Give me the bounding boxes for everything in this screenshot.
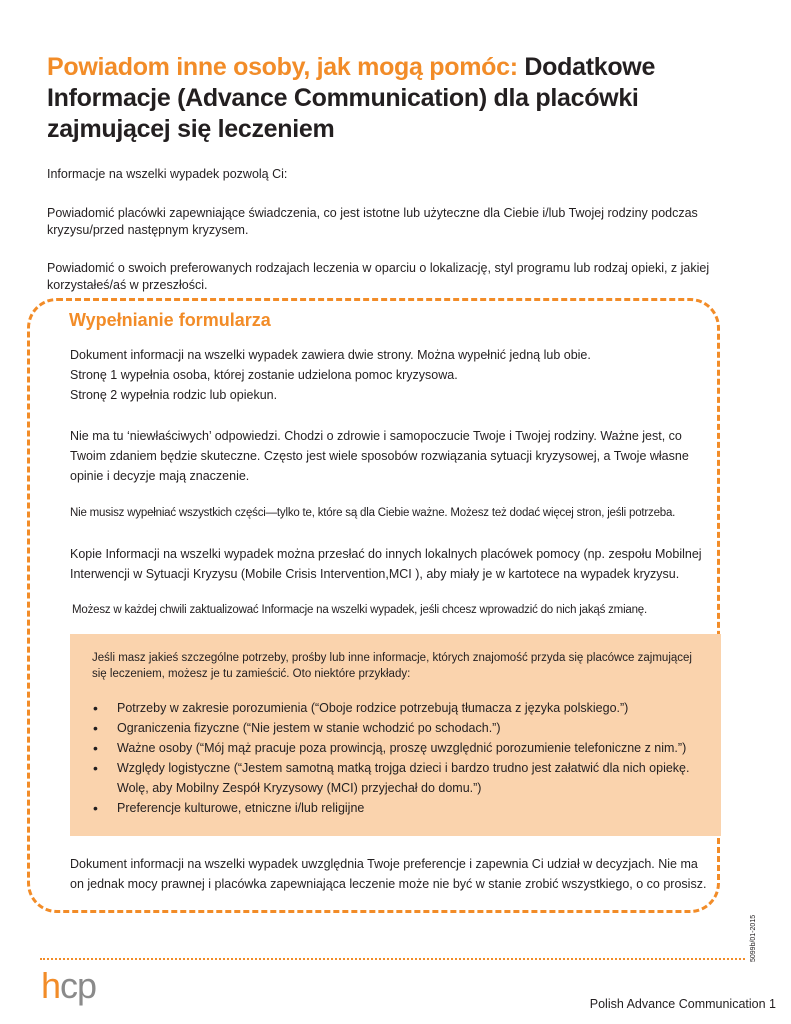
page-number: 1 [769, 997, 776, 1011]
list-item-text: Preferencje kulturowe, etniczne i/lub religijne [117, 801, 365, 815]
document-code: 5099b/01-2015 [750, 914, 757, 962]
form-pages-paragraph [70, 345, 715, 405]
page-title-lead: Powiadom inne osoby, jak mogą pomóc: [47, 53, 518, 81]
bullet-icon: • [93, 700, 98, 716]
optional-sections-paragraph: Nie musisz wypełniać wszystkich części—tylko te, które są dla Ciebie ważne. Możesz też dodać więcej stron, jeśli potrzeba. [70, 507, 676, 519]
list-item [92, 698, 712, 718]
section-heading: Wypełnianie formularza [69, 310, 271, 330]
footer-divider [40, 958, 745, 960]
footer-label: Polish Advance Communication [589, 997, 766, 1011]
list-item-text: Względy logistyczne (“Jestem samotną matką trojga dzieci i bardzo trudno jest załatwić dla nich opiekę. Wolę, aby Mobilny Zespół Kryzysowy (MCI) przyjechał do domu.”) [117, 761, 690, 795]
list-item [92, 798, 712, 818]
list-item-text: Ograniczenia fizyczne (“Nie jestem w stanie wchodzić po schodach.”) [117, 721, 501, 735]
intro-paragraph-2: Powiadomić o swoich preferowanych rodzajach leczenia w oparciu o lokalizację, styl programu lub rodzaj opieki, z jakiej korzystałeś/aś w przeszłości. [47, 261, 710, 292]
list-item [92, 718, 712, 738]
list-item [92, 758, 712, 798]
list-item [92, 738, 712, 758]
copies-paragraph: Kopie Informacji na wszelki wypadek można przesłać do innych lokalnych placówek pomocy (np. zespołu Mobilnej Interwencji w Sytuacji Kryzysu (Mobile Crisis Intervention,MCI ), aby miały je w kartotece na wypadek kryzysu. [70, 547, 702, 581]
examples-intro: Jeśli masz jakieś szczególne potrzeby, prośby lub inne informacje, których znajomość przyda się placówce zajmującej się leczeniem, możesz je tu zamieścić. Oto niektóre przykłady: [92, 652, 692, 680]
intro-lead: Informacje na wszelki wypadek pozwolą Ci: [47, 167, 288, 181]
intro-paragraph-1: Powiadomić placówki zapewniające świadczenia, co jest istotne lub użyteczne dla Ciebie i/lub Twojej rodziny podczas kryzysu/przed następnym kryzysem. [47, 206, 698, 237]
bullet-icon: • [93, 740, 98, 756]
page-title-main: Dodatkowe Informacje (Advance Communication) dla placówki zajmującej się leczeniem [47, 53, 656, 143]
form-pages-line-3: Stronę 2 wypełnia rodzic lub opiekun. [70, 388, 278, 402]
bullet-icon: • [93, 760, 98, 776]
form-pages-line-2: Stronę 1 wypełnia osoba, której zostanie udzielona pomoc kryzysowa. [70, 368, 458, 382]
page-title [47, 52, 747, 145]
hcp-logo [41, 966, 96, 1006]
disclaimer-paragraph: Dokument informacji na wszelki wypadek uwzględnia Twoje preferencje i zapewnia Ci udział w decyzjach. Nie ma on jednak mocy prawnej i placówka zapewniająca leczenie może nie być w stanie zrobić wszystkiego, o co prosisz. [70, 857, 707, 891]
no-wrong-answers-paragraph: Nie ma tu ‘niewłaściwych’ odpowiedzi. Chodzi o zdrowie i samopoczucie Twoje i Twojej rodziny. Ważne jest, co Twoim zdaniem będzie skuteczne. Często jest wiele sposobów rozwiązania sytuacji kryzysowej, a Twoje własne opinie i decyzje mają znaczenie. [70, 429, 689, 483]
list-item-text: Ważne osoby (“Mój mąż pracuje poza prowincją, proszę uwzględnić porozumienie telefoniczne z nim.”) [117, 741, 687, 755]
page-footer [590, 997, 776, 1011]
examples-list [92, 698, 712, 818]
list-item-text: Potrzeby w zakresie porozumienia (“Oboje rodzice potrzebują tłumacza z języka polskiego.”) [117, 701, 629, 715]
logo-letters-cp: cp [60, 965, 97, 1006]
bullet-icon: • [93, 800, 98, 816]
bullet-icon: • [93, 720, 98, 736]
logo-letter-h: h [41, 965, 61, 1006]
form-pages-line-1: Dokument informacji na wszelki wypadek zawiera dwie strony. Można wypełnić jedną lub obie. [70, 348, 591, 362]
update-paragraph: Możesz w każdej chwili zaktualizować Informacje na wszelki wypadek, jeśli chcesz wprowadzić do nich jakąś zmianę. [72, 604, 648, 616]
